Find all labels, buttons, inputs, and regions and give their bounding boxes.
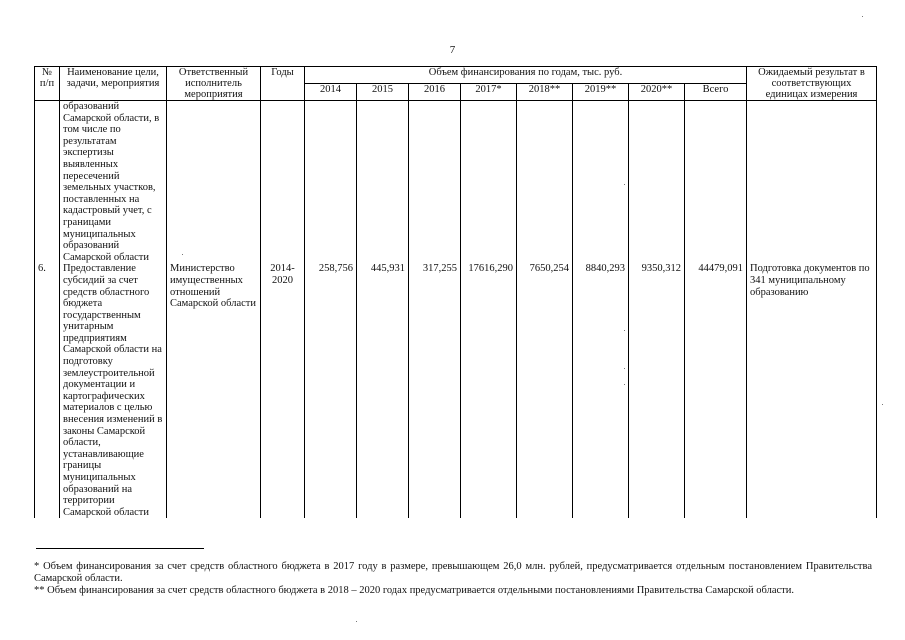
footnote-divider bbox=[36, 548, 204, 549]
header-name: Наименование цели, задачи, мероприятия bbox=[60, 67, 167, 101]
footnote-2017: * Объем финансирования за счет средств областного бюджета в 2017 году в размере, превышающем 26,0 млн. рублей, предусматривается отдельным постановлением Правительства Самарской области. bbox=[34, 561, 872, 584]
scan-speck bbox=[356, 621, 357, 622]
header-executor: Ответственный исполнитель мероприятия bbox=[167, 67, 261, 101]
header-year-2014: 2014 bbox=[305, 84, 357, 101]
scan-speck bbox=[624, 368, 625, 369]
value-2017: 17616,290 bbox=[461, 263, 517, 518]
header-year-2018: 2018** bbox=[517, 84, 573, 101]
table-row-continuation bbox=[35, 101, 877, 264]
header-year-2016: 2016 bbox=[409, 84, 461, 101]
continuation-num-cell bbox=[35, 101, 60, 264]
header-year-2015: 2015 bbox=[357, 84, 409, 101]
scan-speck bbox=[624, 330, 625, 331]
value-2016: 317,255 bbox=[409, 263, 461, 518]
value-2018: 7650,254 bbox=[517, 263, 573, 518]
value-2019: 8840,293 bbox=[573, 263, 629, 518]
row-years: 2014-2020 bbox=[261, 263, 305, 518]
header-total: Всего bbox=[685, 84, 747, 101]
value-2015: 445,931 bbox=[357, 263, 409, 518]
financing-table bbox=[34, 66, 877, 518]
header-result: Ожидаемый результат в соответствующих единицах измерения bbox=[747, 67, 877, 101]
value-2014: 258,756 bbox=[305, 263, 357, 518]
header-financing: Объем финансирования по годам, тыс. руб. bbox=[305, 67, 747, 84]
scan-speck bbox=[182, 254, 183, 255]
row-result: Подготовка документов по 341 муниципальному образованию bbox=[747, 263, 877, 518]
value-total: 44479,091 bbox=[685, 263, 747, 518]
value-2020: 9350,312 bbox=[629, 263, 685, 518]
scan-speck bbox=[882, 404, 883, 405]
scan-speck bbox=[862, 16, 863, 17]
financing-table-wrapper bbox=[34, 66, 877, 518]
scan-speck bbox=[624, 184, 625, 185]
row-num: 6. bbox=[35, 263, 60, 518]
footnote-2018-2020: ** Объем финансирования за счет средств областного бюджета в 2018 – 2020 годах предусматривается отдельными постановлениями Правительства Самарской области. bbox=[34, 585, 795, 596]
table-row bbox=[35, 263, 877, 518]
row-name: Предоставление субсидий за счет средств областного бюджета государственным унитарным предприятиям Самарской области на подготовку землеустроительной документации и картографических материалов с целью внесения изменений в законы Самарской области, устанавливающие границы муниципальных образований на территории Самарской области bbox=[60, 263, 167, 518]
row-executor: Министерство имущественных отношений Самарской области bbox=[167, 263, 261, 518]
scan-speck bbox=[624, 384, 625, 385]
header-year-2019: 2019** bbox=[573, 84, 629, 101]
page-number: 7 bbox=[449, 44, 456, 56]
header-year-2017: 2017* bbox=[461, 84, 517, 101]
continuation-text: образований Самарской области, в том числе по результатам экспертизы выявленных пересечений земельных участков, поставленных на кадастровый учет, с границами муниципальных образований Самарской области bbox=[60, 101, 167, 264]
header-year-2020: 2020** bbox=[629, 84, 685, 101]
header-num: № п/п bbox=[35, 67, 60, 101]
header-years: Годы bbox=[261, 67, 305, 101]
footnotes bbox=[34, 561, 872, 597]
